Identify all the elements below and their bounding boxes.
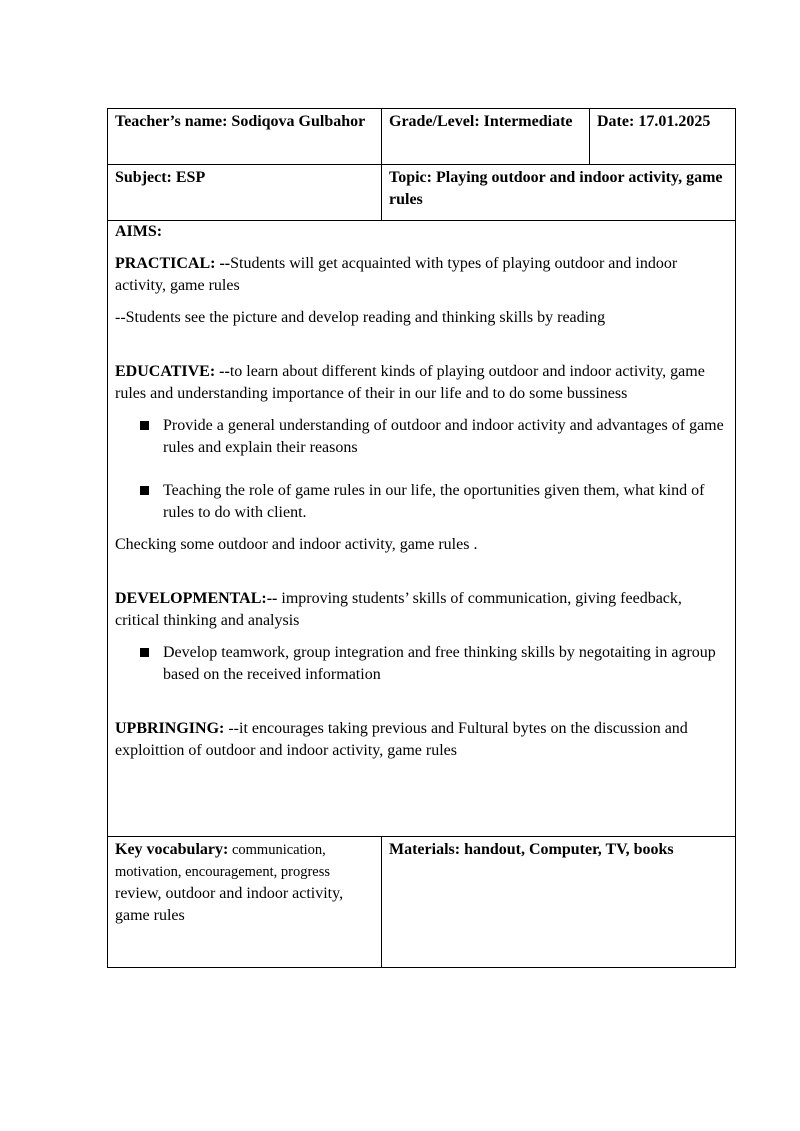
teacher-name: Teacher’s name: Sodiqova Gulbahor (115, 113, 366, 130)
educative-text: to learn about different kinds of playing outdoor and indoor activity, game rules and understanding importance of their in our life and to do some bussiness (115, 363, 705, 402)
materials-cell (382, 837, 736, 968)
vocabulary-materials-row (108, 837, 736, 968)
header-row (108, 109, 736, 165)
educative-bullet-list (115, 415, 728, 524)
square-bullet-icon (140, 421, 149, 430)
lesson-plan-table (107, 108, 736, 968)
list-item: Teaching the role of game rules in our life, the oportunities given them, what kind of rules to do with client. (115, 480, 728, 524)
square-bullet-icon (140, 648, 149, 657)
topic: Topic: Playing outdoor and indoor activity, game rules (389, 169, 723, 208)
topic-cell (382, 165, 736, 221)
checking-text: Checking some outdoor and indoor activity, game rules . (115, 536, 478, 553)
aims-title: AIMS: (115, 223, 163, 240)
list-item: Develop teamwork, group integration and free thinking skills by negotaiting in agroup based on the received information (115, 642, 728, 686)
subject: Subject: ESP (115, 169, 206, 186)
list-item: Provide a general understanding of outdoor and indoor activity and advantages of game rules and explain their reasons (115, 415, 728, 459)
upbringing-paragraph (115, 718, 728, 762)
grade-level: Grade/Level: Intermediate (389, 113, 573, 130)
grade-level-cell (382, 109, 590, 165)
vocabulary-text: review, outdoor and indoor activity, game rules (115, 885, 344, 924)
date: Date: 17.01.2025 (597, 113, 711, 130)
vocabulary-cell (108, 837, 382, 968)
teacher-name-cell (108, 109, 382, 165)
developmental-paragraph (115, 588, 728, 632)
practical-label: PRACTICAL: -- (115, 255, 231, 272)
upbringing-text: --it encourages taking previous and Fultural bytes on the discussion and exploittion of outdoor and indoor activity, game rules (115, 720, 688, 759)
practical-text-2: --Students see the picture and develop reading and thinking skills by reading (115, 309, 606, 326)
materials: Materials: handout, Computer, TV, books (389, 841, 674, 858)
date-cell (590, 109, 736, 165)
practical-text: Students will get acquainted with types of playing outdoor and indoor activity, game rules (115, 255, 678, 294)
aims-cell (108, 221, 736, 837)
subject-row (108, 165, 736, 221)
upbringing-label: UPBRINGING: (115, 720, 225, 737)
aims-row (108, 221, 736, 837)
educative-paragraph (115, 361, 728, 405)
educative-label: EDUCATIVE: -- (115, 363, 230, 380)
developmental-text: improving students’ skills of communication, giving feedback, critical thinking and analysis (115, 590, 682, 629)
square-bullet-icon (140, 486, 149, 495)
practical-paragraph (115, 253, 728, 297)
developmental-bullet-list (115, 642, 728, 686)
subject-cell (108, 165, 382, 221)
vocabulary-label: Key vocabulary: (115, 841, 229, 858)
vocabulary-small-text: communication, motivation, encouragement, progress (115, 842, 331, 880)
developmental-label: DEVELOPMENTAL:-- (115, 590, 278, 607)
